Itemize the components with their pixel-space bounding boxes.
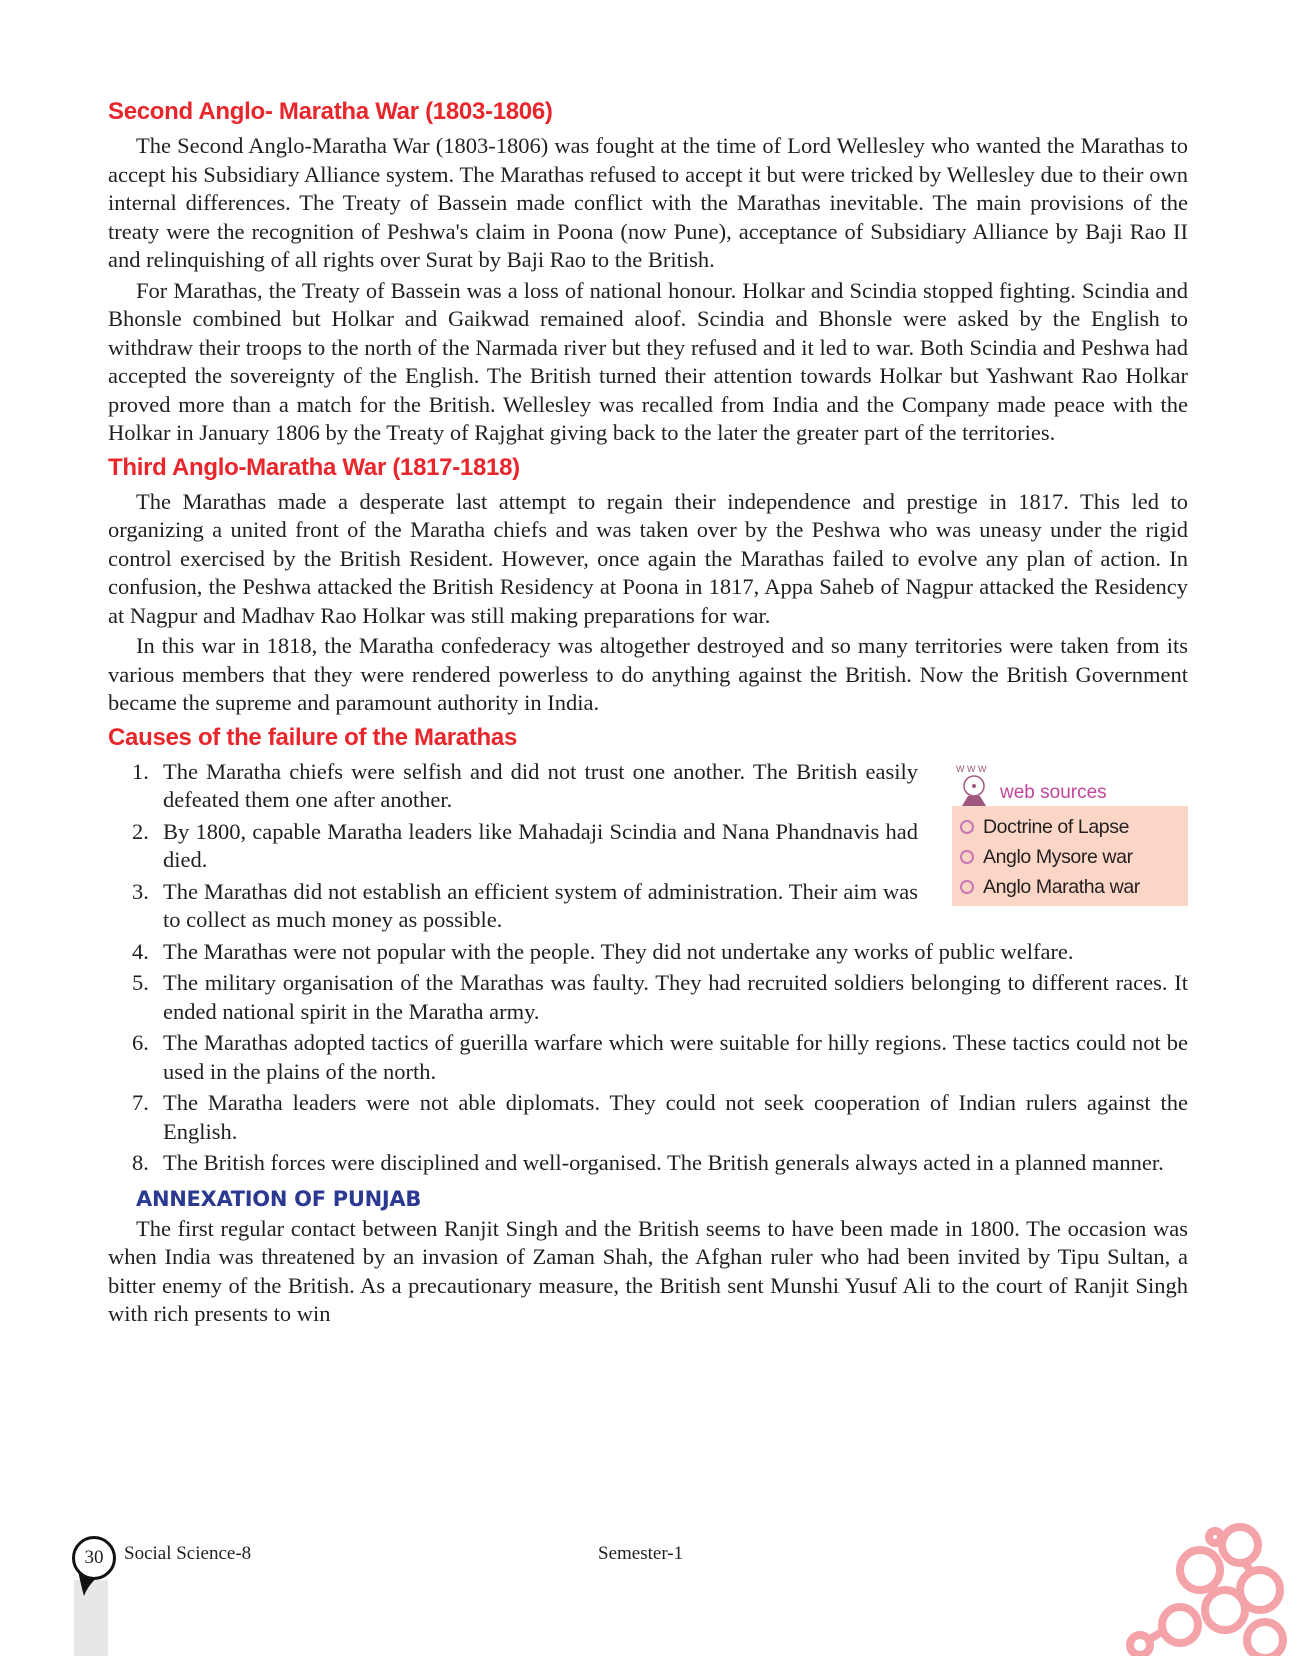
- item-text: The Maratha chiefs were selfish and did not trust one another. The British easily defeated them one after another.: [163, 758, 918, 812]
- item-number: 5.: [132, 970, 149, 995]
- item-number: 7.: [132, 1090, 149, 1115]
- item-number: 4.: [132, 938, 149, 964]
- paragraph: In this war in 1818, the Maratha confederacy was altogether destroyed and so many territories were taken from its various members that they were rendered powerless to do anything against the British. Now the British Government became the supreme and paramount authority in India.: [108, 633, 1188, 715]
- item-number: 6.: [132, 1030, 149, 1055]
- web-source-label: Doctrine of Lapse: [983, 815, 1130, 838]
- heading-second-war: Second Anglo- Maratha War (1803-1806): [108, 98, 553, 125]
- list-item: [108, 758, 1188, 815]
- web-source-label: Anglo Maratha war: [983, 875, 1140, 898]
- list-item: [108, 938, 1188, 967]
- decorative-bubbles: [1120, 1515, 1296, 1656]
- list-item: [108, 1089, 1188, 1146]
- web-sources-title: web sources: [1000, 781, 1107, 803]
- list-item: [108, 818, 1188, 875]
- list-item: [108, 1149, 1188, 1178]
- item-text: The Marathas did not establish an efficient system of administration. Their aim was to collect as much money as possible.: [163, 878, 918, 932]
- footer-semester: Semester-1: [598, 1543, 684, 1564]
- item-number: 3.: [132, 878, 149, 904]
- paragraph: The Second Anglo-Maratha War (1803-1806) was fought at the time of Lord Wellesley who wanted the Marathas to accept his Subsidiary Alliance system. The Marathas refused to accept it but were tricked by Wellesley due to their own internal differences. The Treaty of Bassein made conflict with the Marathas inevitable. The main provisions of the treaty were the recognition of Peshwa's claim in Poona (now Pune), acceptance of Subsidiary Alliance by Baji Rao II and relinquishing of all rights over Surat by Baji Rao to the British.: [108, 133, 1188, 272]
- item-text: By 1800, capable Maratha leaders like Mahadaji Scindia and Nana Phandnavis had died.: [163, 818, 918, 872]
- item-text: The military organisation of the Marathas was faulty. They had recruited soldiers belonging to different races. It ended national spirit in the Maratha army.: [163, 970, 1188, 1024]
- paragraph: The first regular contact between Ranjit Singh and the British seems to have been made in 1800. The occasion was when India was threatened by an invasion of Zaman Shah, the Afghan ruler who had been invited by Tipu Sultan, a bitter enemy of the British. As a precautionary measure, the British sent Munshi Yusuf Ali to the court of Ranjit Singh with rich presents to win: [108, 1215, 1188, 1326]
- page-number: 30: [72, 1536, 116, 1580]
- web-source-label: Anglo Mysore war: [983, 845, 1133, 868]
- list-item: [108, 1029, 1188, 1086]
- item-text: The Marathas adopted tactics of guerilla warfare which were suitable for hilly regions. These tactics could not be used in the plains of the north.: [163, 1030, 1188, 1084]
- heading-third-war: Third Anglo-Maratha War (1817-1818): [108, 453, 520, 481]
- heading-annexation-punjab: ANNEXATION OF PUNJAB: [136, 1186, 422, 1211]
- item-number: 2.: [132, 818, 149, 844]
- svg-text:W W W: W W W: [956, 763, 987, 774]
- page-content: [108, 92, 1188, 1331]
- item-text: The Maratha leaders were not able diplomats. They could not seek cooperation of Indian rulers against the English.: [163, 1090, 1188, 1144]
- item-number: 1.: [132, 758, 149, 784]
- paragraph: The Marathas made a desperate last attempt to regain their independence and prestige in 1817. This led to organizing a united front of the Maratha chiefs and was taken over by the Peshwa who was uneasy under the rigid control exercised by the British Resident. However, once again the Marathas failed to evolve any plan of action. In confusion, the Peshwa attacked the British Residency at Poona in 1817, Appa Saheb of Nagpur attacked the Residency at Nagpur and Madhav Rao Holkar was still making preparations for war.: [108, 488, 1188, 628]
- item-number: 8.: [132, 1150, 149, 1175]
- item-text: The Marathas were not popular with the people. They did not undertake any works of public welfare.: [163, 938, 1074, 964]
- footer-book-title: Social Science-8: [124, 1543, 252, 1564]
- paragraph: For Marathas, the Treaty of Bassein was a loss of national honour. Holkar and Scindia stopped fighting. Scindia and Bhonsle combined but Holkar and Gaikwad remained aloof. Scindia and Bhonsle were asked by the English to withdraw their troops to the north of the Narmada river but they refused and it led to war. Both Scindia and Peshwa had accepted the sovereignty of the English. The British turned their attention towards Holkar but Yashwant Rao Holkar proved more than a match for the British. Wellesley was recalled from India and the Company made peace with the Holkar in January 1806 by the Treaty of Rajghat giving back to the later the greater part of the territories.: [108, 277, 1188, 445]
- heading-causes: Causes of the failure of the Marathas: [108, 723, 517, 751]
- causes-list: [108, 758, 1188, 1178]
- list-item: [108, 969, 1188, 1026]
- list-item: [108, 878, 1188, 935]
- page-footer: [0, 1526, 1296, 1656]
- item-text: The British forces were disciplined and well-organised. The British generals always acted in a planned manner.: [163, 1150, 1164, 1175]
